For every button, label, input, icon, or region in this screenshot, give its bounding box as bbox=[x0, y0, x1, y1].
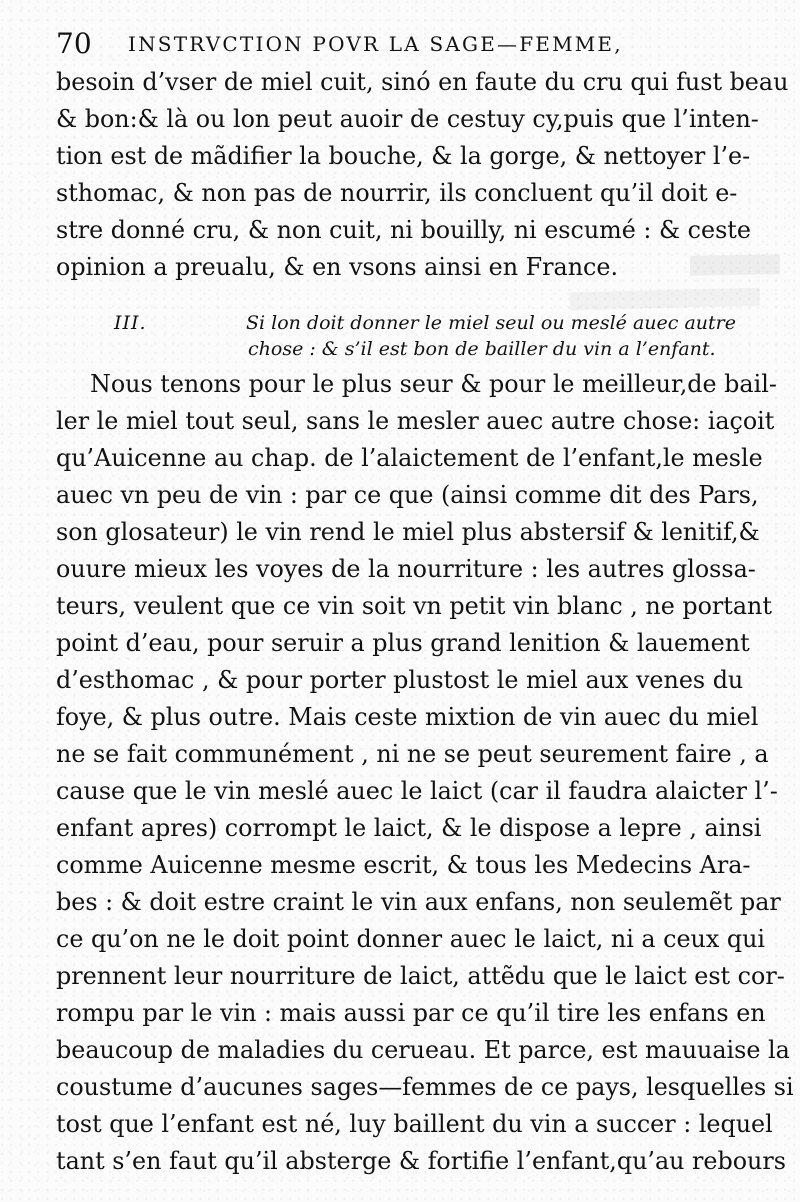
text-line: teurs, veulent que ce vin soit vn petit vin blanc , ne portant bbox=[56, 592, 772, 620]
section-title-line: chose : & s’il est bon de bailler du vin a l’enfant. bbox=[248, 338, 716, 360]
section-title-line: Si lon doit donner le miel seul ou meslé auec autre bbox=[246, 312, 736, 334]
text-line: ouure mieux les voyes de la nourriture : les autres glossa- bbox=[56, 555, 756, 583]
page-number: 70 bbox=[56, 27, 92, 60]
text-line: ler le miel tout seul, sans le mesler auec autre chose: iaçoit bbox=[56, 407, 775, 435]
text-line: auec vn peu de vin : par ce que (ainsi comme dit des Pars, bbox=[56, 481, 759, 509]
text-line: stre donné cru, & non cuit, ni bouilly, ni escumé : & ceste bbox=[56, 216, 751, 244]
text-line: ce qu’on ne le doit point donner auec le laict, ni a ceux qui bbox=[56, 925, 766, 953]
text-line: opinion a preualu, & en vsons ainsi en France. bbox=[56, 253, 619, 281]
page-text-block bbox=[56, 24, 794, 1180]
section-number: III. bbox=[114, 312, 147, 334]
text-line: beaucoup de maladies du cerueau. Et parce, est mauuaise la bbox=[56, 1036, 790, 1064]
text-line: Nous tenons pour le plus seur & pour le meilleur,de bail- bbox=[90, 370, 777, 398]
text-line: foye, & plus outre. Mais ceste mixtion de vin auec du miel bbox=[56, 703, 759, 731]
main-paragraph bbox=[56, 366, 794, 1180]
text-line: qu’Auicenne au chap. de l’alaictement de l’enfant,le mesle bbox=[56, 444, 763, 472]
running-title: INSTRVCTION POVR LA SAGE—FEMME, bbox=[128, 32, 623, 56]
text-line: & bon:& là ou lon peut auoir de cestuy cy,puis que l’inten- bbox=[56, 105, 759, 133]
section-heading bbox=[56, 310, 768, 366]
text-line: ne se fait communément , ni ne se peut seurement faire , a bbox=[56, 740, 769, 768]
running-header bbox=[56, 24, 768, 64]
opening-paragraph bbox=[56, 64, 789, 286]
text-line: rompu par le vin : mais aussi par ce qu’il tire les enfans en bbox=[56, 999, 766, 1027]
paragraph-spacer bbox=[56, 286, 768, 310]
text-line: d’esthomac , & pour porter plustost le miel aux venes du bbox=[56, 666, 744, 694]
text-line: sthomac, & non pas de nourrir, ils concluent qu’il doit e- bbox=[56, 179, 738, 207]
text-line: prennent leur nourriture de laict, attẽdu que le laict est cor- bbox=[56, 962, 785, 990]
text-line: point d’eau, pour seruir a plus grand lenition & lauement bbox=[56, 629, 750, 657]
text-line: cause que le vin meslé auec le laict (car il faudra alaicter l’- bbox=[56, 777, 778, 805]
text-line: tant s’en faut qu’il absterge & fortifie l’enfant,qu’au rebours bbox=[56, 1147, 786, 1175]
text-line: enfant apres) corrompt le laict, & le dispose a lepre , ainsi bbox=[56, 814, 762, 842]
text-line: besoin d’vser de miel cuit, sinó en faute du cru qui fust beau bbox=[56, 68, 789, 96]
text-line: bes : & doit estre craint le vin aux enfans, non seulemẽt par bbox=[56, 888, 781, 916]
text-line: coustume d’aucunes sages—femmes de ce pays, lesquelles si bbox=[56, 1073, 794, 1101]
text-line: son glosateur) le vin rend le miel plus abstersif & lenitif,& bbox=[56, 518, 760, 546]
text-line: tion est de mãdifier la bouche, & la gorge, & nettoyer l’e- bbox=[56, 142, 751, 170]
text-line: tost que l’enfant est né, luy baillent du vin a succer : lequel bbox=[56, 1110, 773, 1138]
text-line: comme Auicenne mesme escrit, & tous les Medecins Ara- bbox=[56, 851, 751, 879]
